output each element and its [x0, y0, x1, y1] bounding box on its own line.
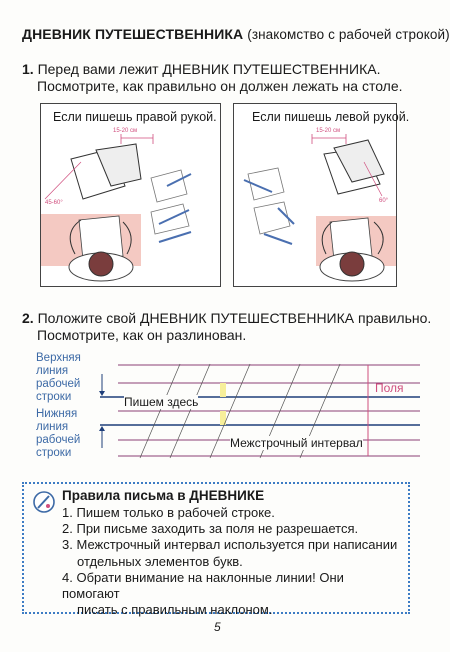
- write-here-label: Пишем здесь: [124, 395, 199, 409]
- step-2-number: 2.: [22, 310, 34, 326]
- rules-list: [62, 505, 402, 618]
- left-hand-illustration: [234, 104, 396, 286]
- panel-right-angle: 45-60°: [45, 200, 63, 206]
- bottom-line-label: [36, 408, 80, 460]
- page-title: [22, 26, 450, 42]
- bottom-line-label-1: Нижняя: [36, 408, 78, 420]
- rules-box: [22, 482, 410, 618]
- top-line-label-3: рабочей: [36, 378, 81, 390]
- panel-right-measure: 15-20 см: [113, 128, 138, 134]
- rule-text: Пишем только в рабочей строке.: [76, 505, 275, 520]
- title-main: ДНЕВНИК ПУТЕШЕСТВЕННИКА: [22, 26, 244, 42]
- panel-left-measure: 15-20 см: [316, 128, 341, 134]
- step-2: [22, 310, 432, 344]
- rule-number: 1.: [62, 505, 73, 520]
- rule-number: 2.: [62, 521, 73, 537]
- rule-text-cont: писать с правильным наклоном.: [77, 602, 273, 618]
- title-subtitle: (знакомство с рабочей строкой): [247, 27, 450, 42]
- top-line-label-4: строки: [36, 391, 72, 403]
- rule-item: [62, 521, 402, 537]
- rule-item: [62, 537, 402, 553]
- rule-number: 3.: [62, 537, 73, 553]
- page-number: 5: [214, 620, 221, 634]
- rule-item: [62, 505, 402, 521]
- panel-right-hand: [40, 103, 221, 287]
- rule-text-cont: отдельных элементов букв.: [77, 553, 243, 569]
- top-line-label-2: линия: [36, 365, 69, 377]
- bottom-line-label-4: строки: [36, 447, 72, 459]
- step-2-line2: Посмотрите, как он разлинован.: [37, 327, 247, 343]
- panel-right-caption: Если пишешь правой рукой.: [53, 110, 217, 124]
- bottom-line-label-2: линия: [36, 421, 69, 433]
- rules-title: Правила письма в ДНЕВНИКЕ: [62, 488, 265, 503]
- step-2-line1: Положите свой ДНЕВНИК ПУТЕШЕСТВЕННИКА правильно.: [37, 310, 432, 326]
- rule-text: При письме заходить за поля не разрешается.: [76, 521, 359, 537]
- step-1-line1: Перед вами лежит ДНЕВНИК ПУТЕШЕСТВЕННИКА.: [37, 61, 381, 77]
- step-1-number: 1.: [22, 61, 34, 77]
- rule-item: [62, 570, 402, 602]
- interval-label: Межстрочный интервал: [230, 436, 363, 450]
- panel-left-hand: [233, 103, 410, 287]
- margin-label: Поля: [375, 381, 404, 395]
- panel-left-caption: Если пишешь левой рукой.: [252, 110, 410, 124]
- top-line-label: [36, 352, 81, 404]
- rule-text: Обрати внимание на наклонные линии! Они помогают: [62, 569, 344, 602]
- panel-left-angle: 60°: [379, 198, 389, 204]
- bottom-line-label-3: рабочей: [36, 434, 81, 446]
- rule-text: Межстрочный интервал используется при написании: [76, 537, 398, 553]
- writing-rules-icon: [32, 490, 56, 514]
- rule-number: 4.: [62, 569, 73, 585]
- step-1: [22, 61, 432, 95]
- top-line-label-1: Верхняя: [36, 352, 81, 364]
- step-1-line2: Посмотрите, как правильно он должен лежать на столе.: [37, 78, 403, 94]
